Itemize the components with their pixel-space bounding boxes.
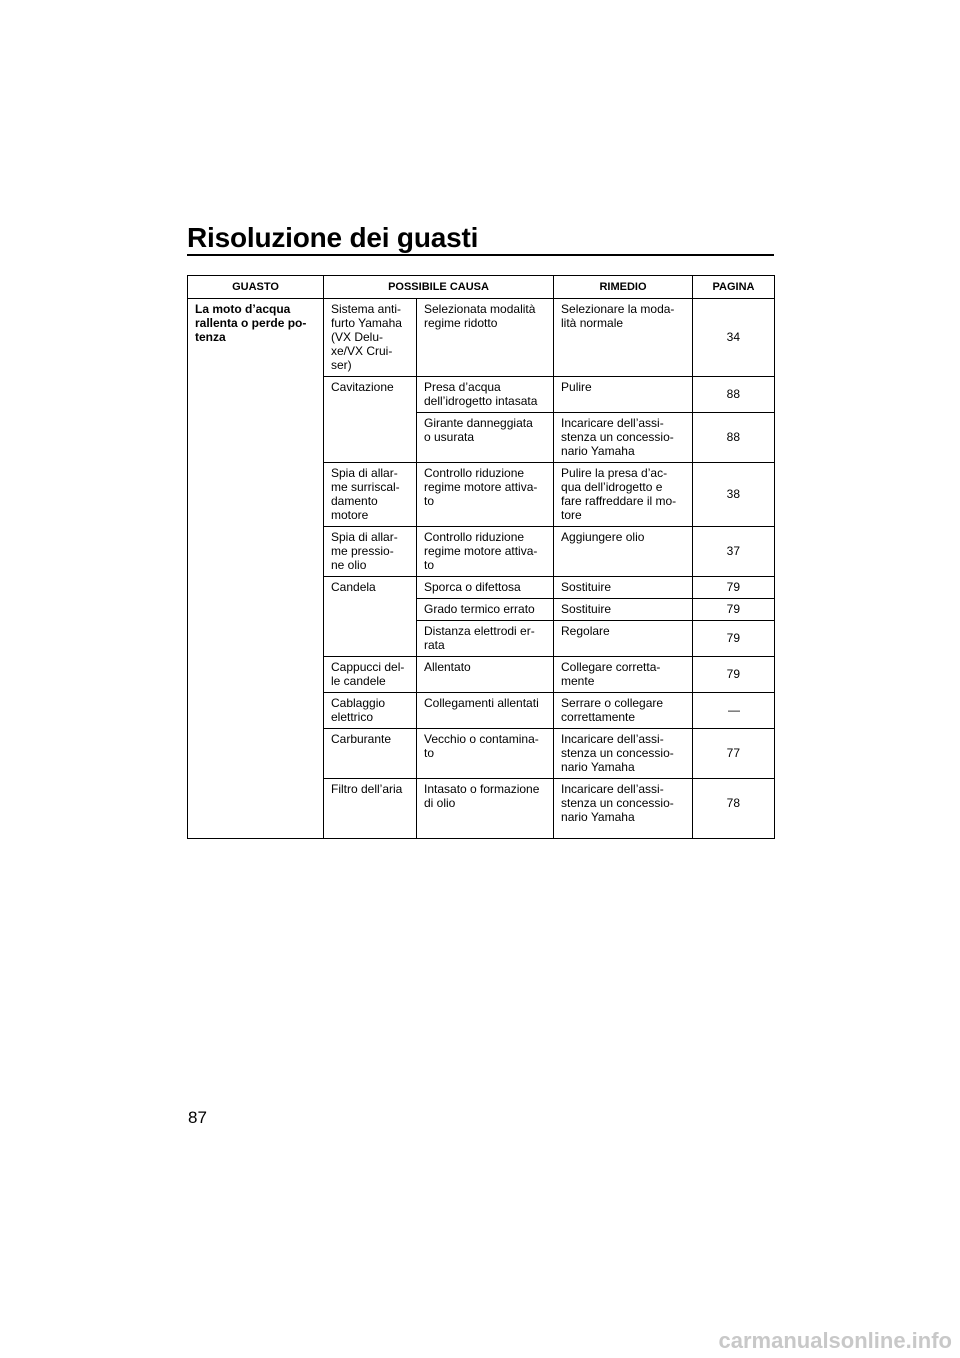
detail-cell: Grado termico errato: [417, 599, 554, 621]
cause-cell: Spia di allar- me surriscal- damento motore: [324, 463, 417, 527]
detail-cell: Selezionata modalità regime ridotto: [417, 299, 554, 377]
cause-cell: Spia di allar- me pressio- ne olio: [324, 527, 417, 577]
remedy-cell: Incaricare dell’assi- stenza un concessio- nario Yamaha: [554, 779, 693, 839]
cause-cell: Cablaggio elettrico: [324, 693, 417, 729]
remedy-cell: Pulire: [554, 377, 693, 413]
watermark: carmanualsonline.info: [718, 1328, 952, 1353]
remedy-cell: Collegare corretta- mente: [554, 657, 693, 693]
header-pagina: PAGINA: [693, 276, 775, 299]
remedy-cell: Sostituire: [554, 599, 693, 621]
remedy-cell: Regolare: [554, 621, 693, 657]
table-header-row: [188, 276, 775, 299]
remedy-cell: Serrare o collegare correttamente: [554, 693, 693, 729]
header-guasto: GUASTO: [188, 276, 324, 299]
page-ref-cell: 77: [693, 729, 775, 779]
detail-cell: Girante danneggiata o usurata: [417, 413, 554, 463]
fault-cell: La moto d’acqua rallenta o perde po- tenza: [188, 299, 324, 839]
detail-cell: Allentato: [417, 657, 554, 693]
page-ref-cell: 79: [693, 657, 775, 693]
title-rule: [187, 254, 774, 256]
page-ref-cell: 38: [693, 463, 775, 527]
cause-cell: Carburante: [324, 729, 417, 779]
detail-cell: Vecchio o contamina- to: [417, 729, 554, 779]
page-ref-cell: 37: [693, 527, 775, 577]
detail-cell: Collegamenti allentati: [417, 693, 554, 729]
cause-cell: Candela: [324, 577, 417, 657]
page-ref-cell: 88: [693, 377, 775, 413]
cause-cell: Cavitazione: [324, 377, 417, 463]
troubleshooting-table: [187, 275, 775, 839]
detail-cell: Controllo riduzione regime motore attiva- to: [417, 463, 554, 527]
remedy-cell: Selezionare la moda- lità normale: [554, 299, 693, 377]
header-possibile-causa: POSSIBILE CAUSA: [324, 276, 554, 299]
page-ref-cell: 34: [693, 299, 775, 377]
page-number: 87: [188, 1108, 207, 1127]
remedy-cell: Incaricare dell’assi- stenza un concessio- nario Yamaha: [554, 729, 693, 779]
detail-cell: Intasato o formazione di olio: [417, 779, 554, 839]
cause-cell: Sistema anti- furto Yamaha (VX Delu- xe/VX Crui- ser): [324, 299, 417, 377]
remedy-cell: Aggiungere olio: [554, 527, 693, 577]
detail-cell: Sporca o difettosa: [417, 577, 554, 599]
header-rimedio: RIMEDIO: [554, 276, 693, 299]
detail-cell: Presa d’acqua dell’idrogetto intasata: [417, 377, 554, 413]
remedy-cell: Pulire la presa d’ac- qua dell’idrogetto e fare raffreddare il mo- tore: [554, 463, 693, 527]
cause-cell: Filtro dell’aria: [324, 779, 417, 839]
page-title: Risoluzione dei guasti: [187, 222, 479, 253]
page-ref-cell: 78: [693, 779, 775, 839]
page-ref-cell: 88: [693, 413, 775, 463]
remedy-cell: Sostituire: [554, 577, 693, 599]
cause-cell: Cappucci del- le candele: [324, 657, 417, 693]
detail-cell: Distanza elettrodi er- rata: [417, 621, 554, 657]
remedy-cell: Incaricare dell’assi- stenza un concessio- nario Yamaha: [554, 413, 693, 463]
page-ref-cell: 79: [693, 577, 775, 599]
detail-cell: Controllo riduzione regime motore attiva- to: [417, 527, 554, 577]
table-row: [188, 299, 775, 377]
page-ref-cell: —: [693, 693, 775, 729]
page-ref-cell: 79: [693, 599, 775, 621]
page-ref-cell: 79: [693, 621, 775, 657]
